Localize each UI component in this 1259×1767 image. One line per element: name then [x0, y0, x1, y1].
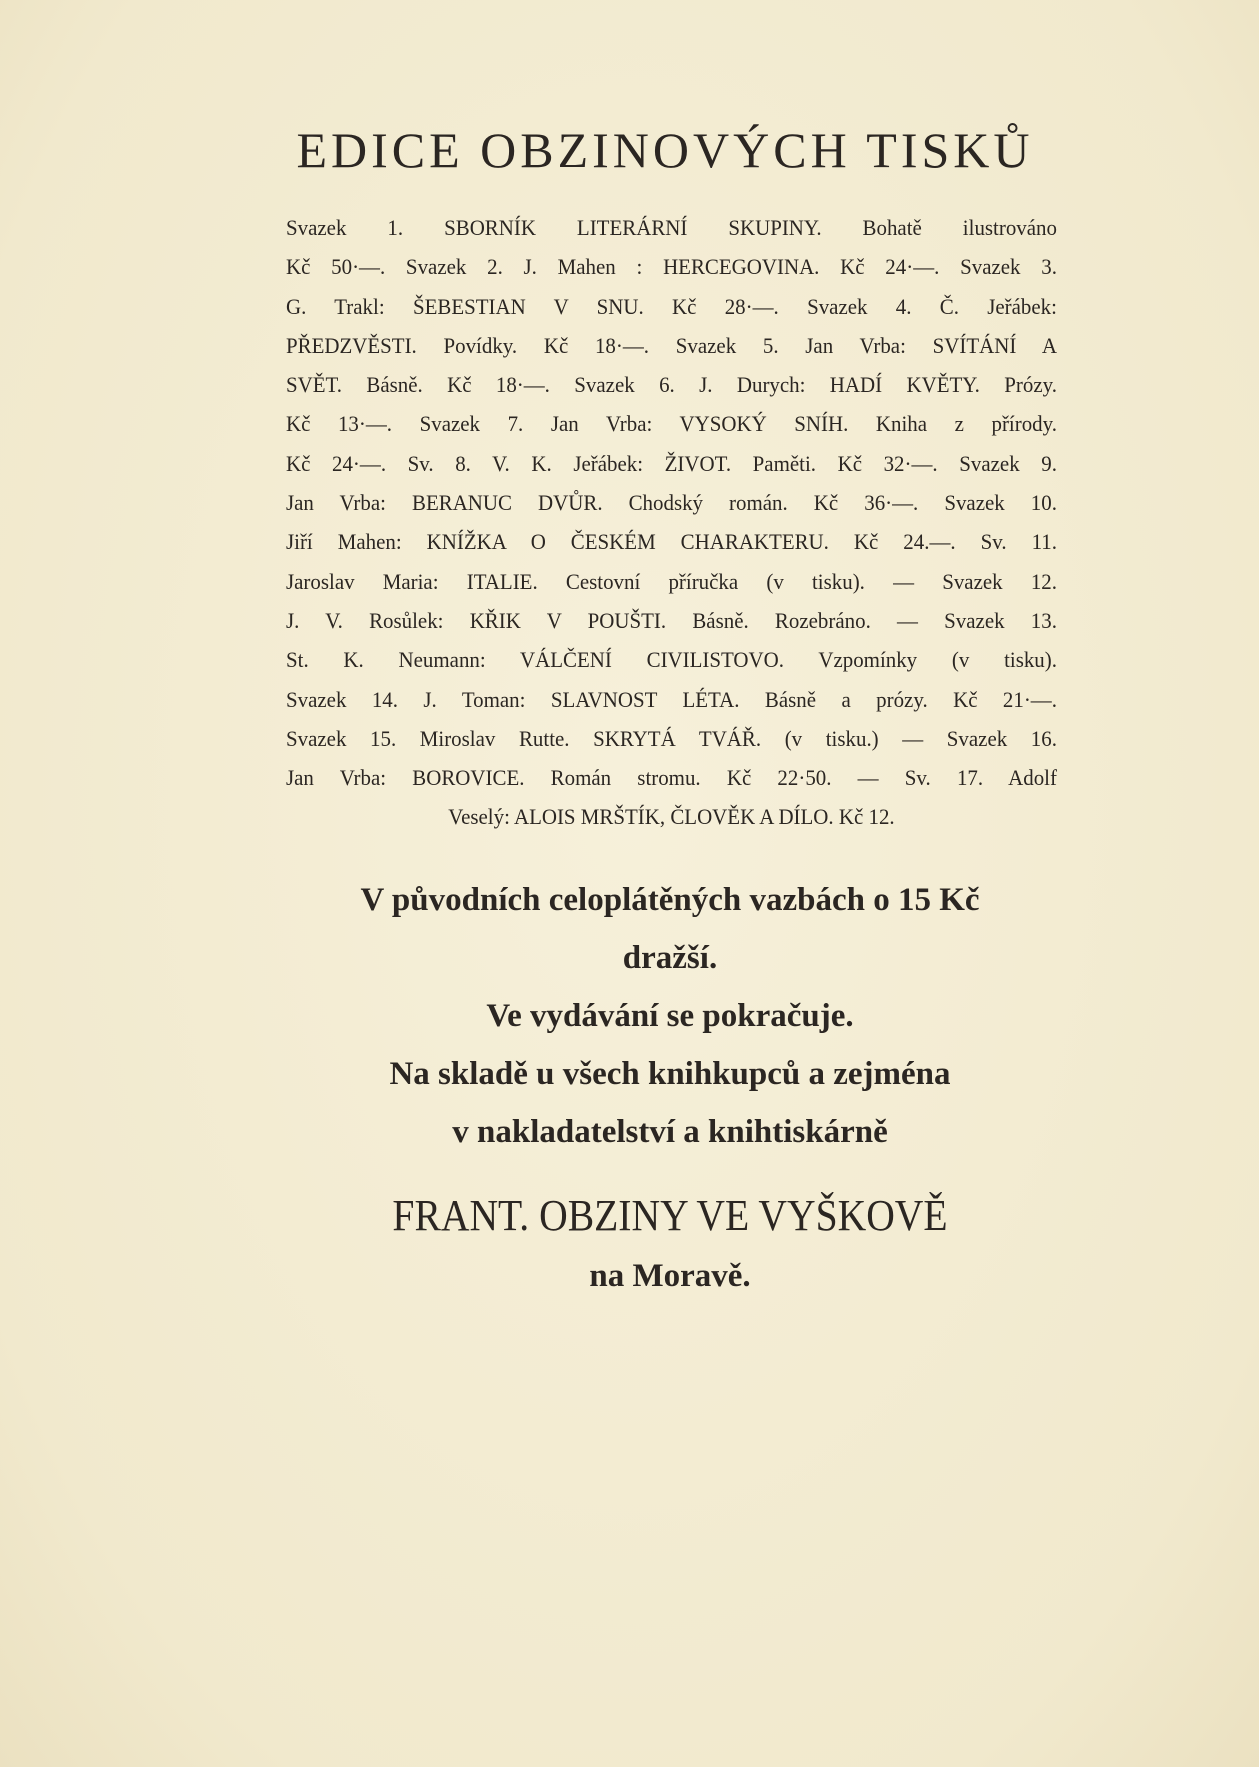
- catalog-line: SVĚT. Básně. Kč 18·—. Svazek 6. J. Durych: HADÍ KVĚTY. Prózy.: [286, 372, 1057, 398]
- availability-note-cont: v nakladatelství a knihtiskárně: [452, 1114, 888, 1150]
- catalog-line: Kč 13·—. Svazek 7. Jan Vrba: VYSOKÝ SNÍH. Kniha z přírody.: [286, 411, 1057, 437]
- catalog-list: [286, 208, 1056, 837]
- catalog-line: Jaroslav Maria: ITALIE. Cestovní příručka (v tisku). — Svazek 12.: [286, 568, 1057, 594]
- catalog-line: G. Trakl: ŠEBESTIAN V SNU. Kč 28·—. Svazek 4. Č. Jeřábek:: [286, 293, 1057, 319]
- availability-note: Na skladě u všech knihkupců a zejména: [389, 1056, 951, 1092]
- catalog-line: Jan Vrba: BERANUC DVŮR. Chodský román. Kč 36·—. Svazek 10.: [286, 490, 1057, 516]
- catalog-line: PŘEDZVĚSTI. Povídky. Kč 18·—. Svazek 5. Jan Vrba: SVÍTÁNÍ A: [286, 332, 1057, 358]
- catalog-line: St. K. Neumann: VÁLČENÍ CIVILISTOVO. Vzpomínky (v tisku).: [286, 647, 1057, 673]
- notes-block: [270, 871, 1070, 1161]
- catalog-line: Jan Vrba: BOROVICE. Román stromu. Kč 22·50. — Sv. 17. Adolf: [286, 765, 1057, 791]
- publisher-place: na Moravě.: [589, 1258, 751, 1294]
- catalog-line: Veselý: ALOIS MRŠTÍK, ČLOVĚK A DÍLO. Kč 12.: [448, 804, 895, 830]
- catalog-line: Jiří Mahen: KNÍŽKA O ČESKÉM CHARAKTERU. Kč 24.—. Sv. 11.: [286, 529, 1057, 555]
- catalog-line: Svazek 14. J. Toman: SLAVNOST LÉTA. Básně a prózy. Kč 21·—.: [286, 686, 1057, 712]
- continuation-note: Ve vydávání se pokračuje.: [486, 998, 854, 1034]
- publisher-name: FRANT. OBZINY VE VYŠKOVĚ: [392, 1191, 948, 1240]
- catalog-line: Svazek 15. Miroslav Rutte. SKRYTÁ TVÁŘ. (v tisku.) — Svazek 16.: [286, 725, 1057, 751]
- page-title: EDICE OBZINOVÝCH TISKŮ: [296, 122, 1034, 178]
- binding-note: V původních celoplátěných vazbách o 15 Kč: [360, 882, 980, 918]
- catalog-line: Kč 24·—. Sv. 8. V. K. Jeřábek: ŽIVOT. Paměti. Kč 32·—. Svazek 9.: [286, 450, 1057, 476]
- binding-note-cont: dražší.: [622, 940, 718, 976]
- catalog-line: Kč 50·—. Svazek 2. J. Mahen : HERCEGOVINA. Kč 24·—. Svazek 3.: [286, 254, 1057, 280]
- catalog-line: Svazek 1. SBORNÍK LITERÁRNÍ SKUPINY. Bohatě ilustrováno: [286, 215, 1057, 240]
- catalog-line: J. V. Rosůlek: KŘIK V POUŠTI. Básně. Rozebráno. — Svazek 13.: [286, 607, 1057, 633]
